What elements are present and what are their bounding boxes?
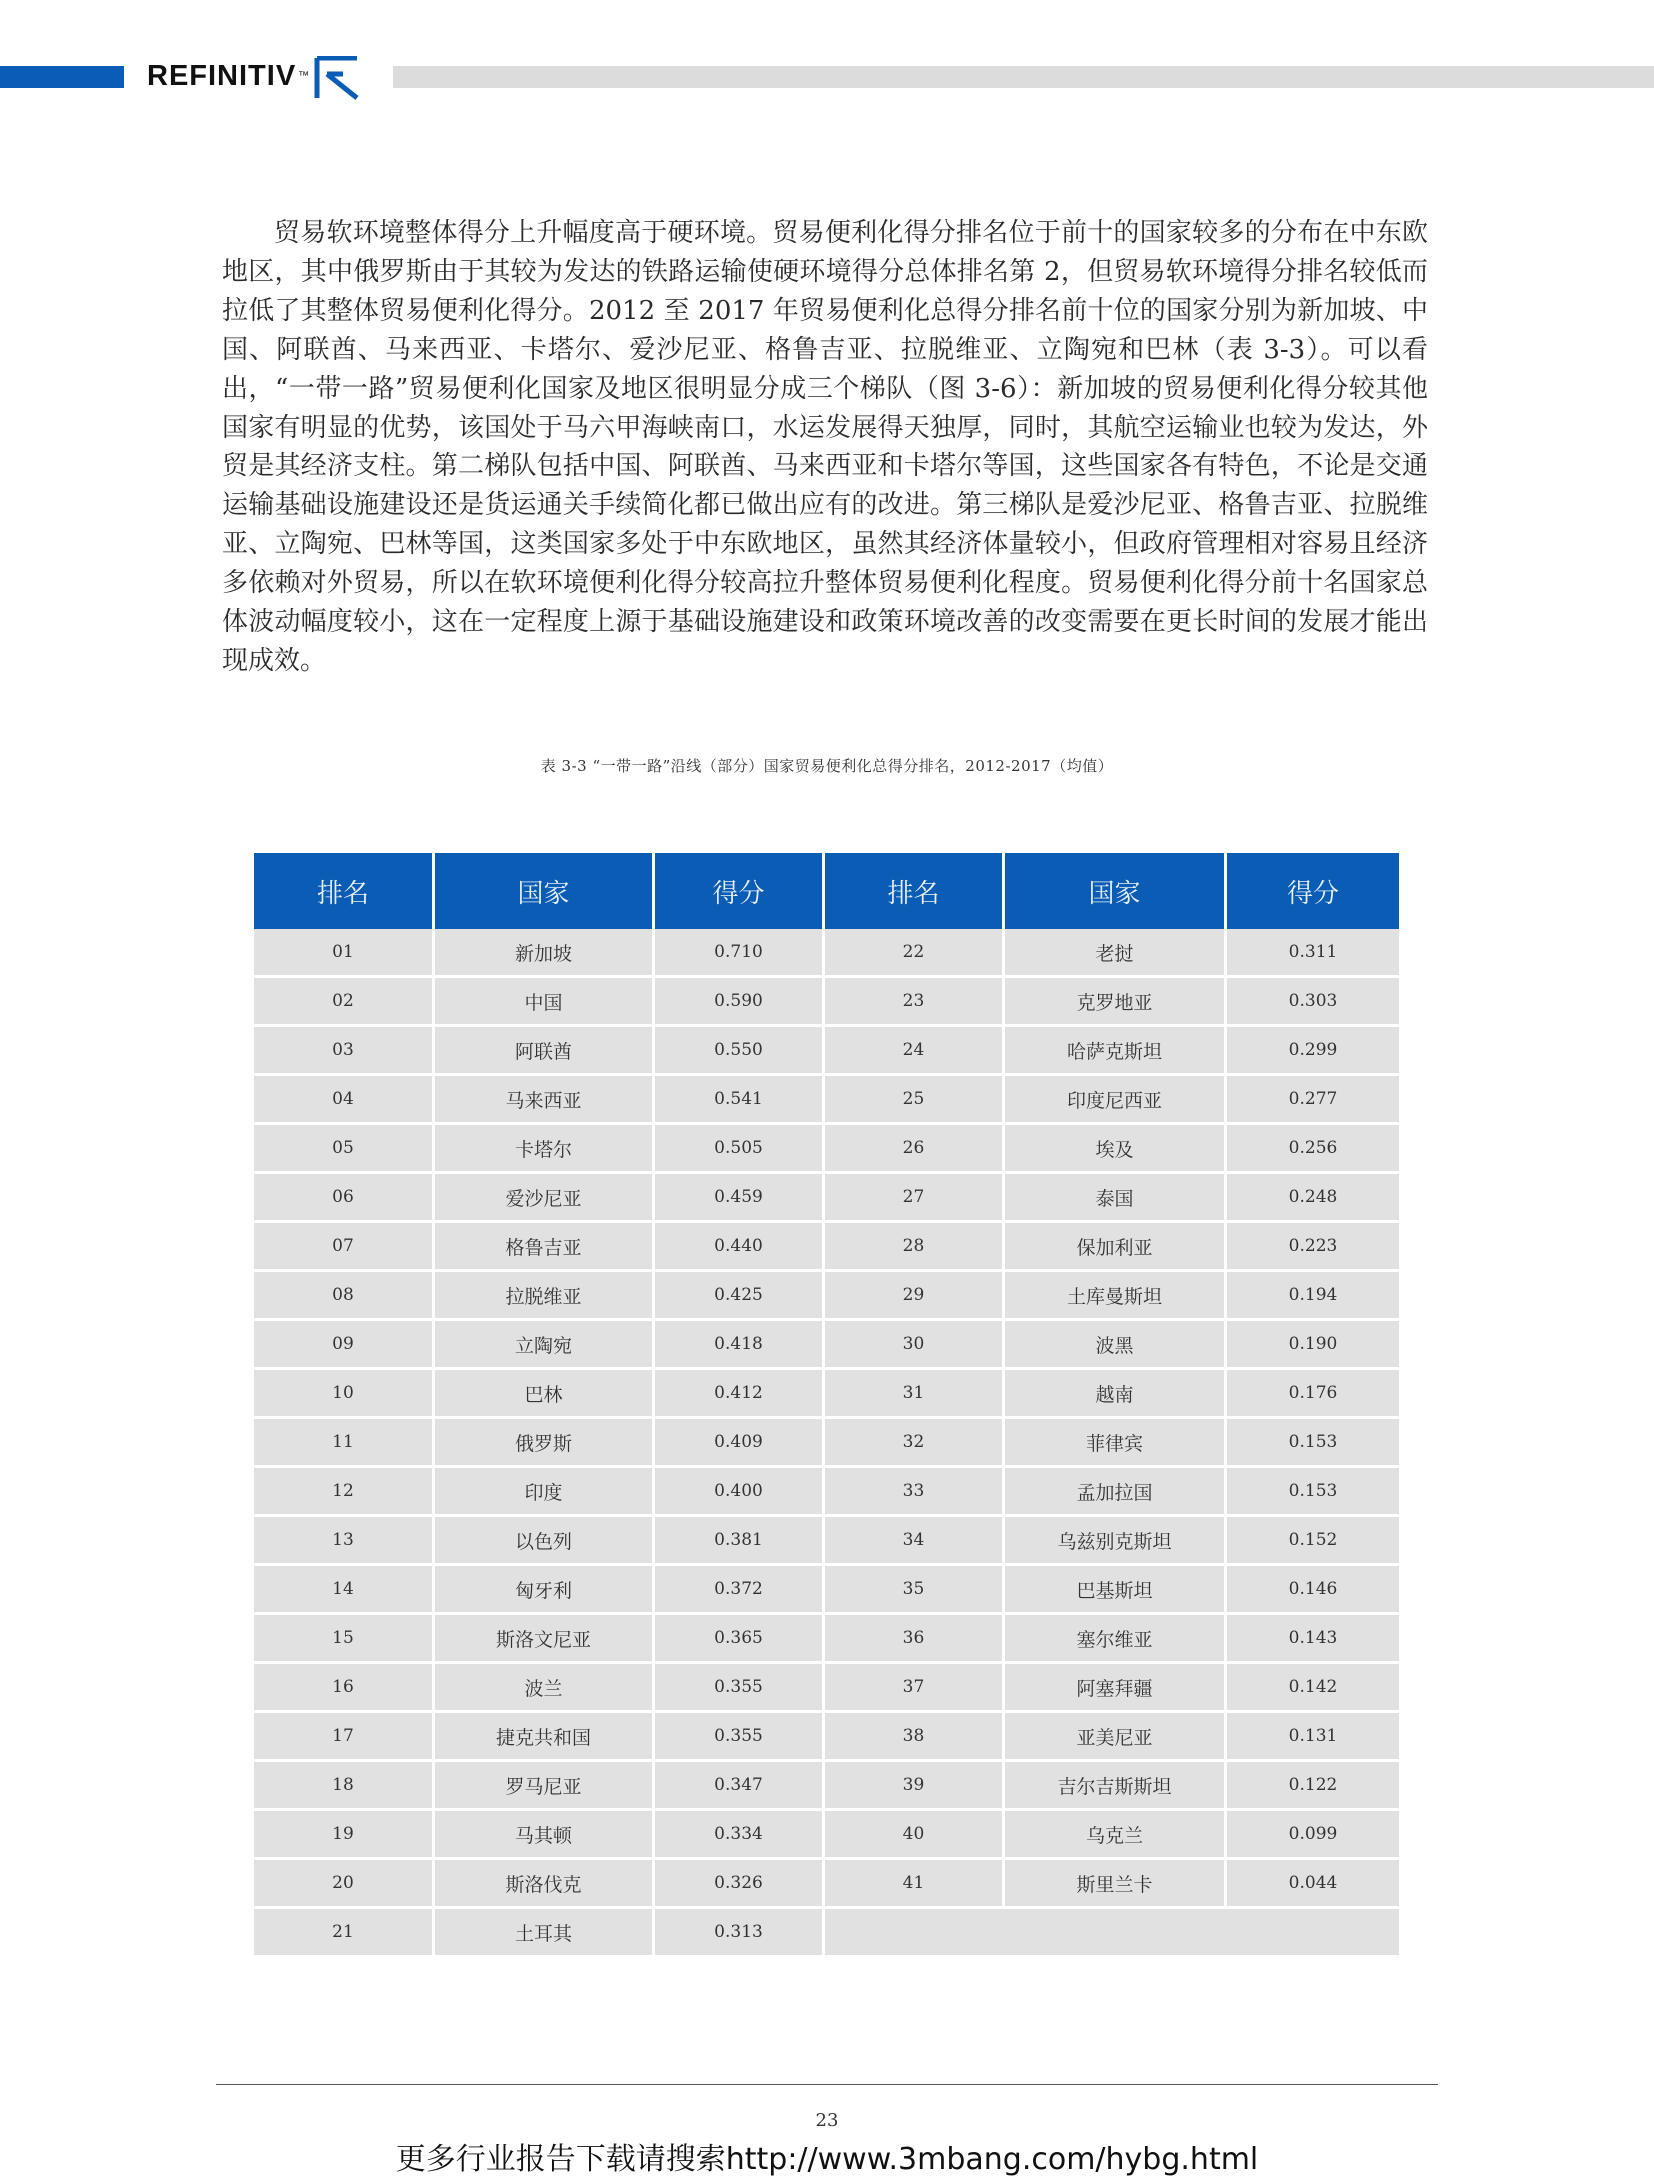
header-score-2: 得分 bbox=[1227, 853, 1399, 929]
score-cell-2: 0.152 bbox=[1227, 1517, 1399, 1566]
score-cell-2: 0.311 bbox=[1227, 929, 1399, 978]
rank-cell-2: 23 bbox=[825, 978, 1005, 1027]
rank-cell: 04 bbox=[254, 1076, 435, 1125]
rank-cell: 08 bbox=[254, 1272, 435, 1321]
country-cell-2: 阿塞拜疆 bbox=[1005, 1664, 1227, 1713]
score-cell-2: 0.131 bbox=[1227, 1713, 1399, 1762]
score-cell-2: 0.303 bbox=[1227, 978, 1399, 1027]
rank-cell: 14 bbox=[254, 1566, 435, 1615]
score-cell: 0.313 bbox=[655, 1909, 825, 1958]
rank-cell-2: 34 bbox=[825, 1517, 1005, 1566]
table-row bbox=[254, 1223, 1399, 1272]
score-cell: 0.365 bbox=[655, 1615, 825, 1664]
table-body bbox=[254, 929, 1399, 1958]
rank-cell: 13 bbox=[254, 1517, 435, 1566]
page-number: 23 bbox=[815, 2110, 839, 2131]
country-cell: 立陶宛 bbox=[435, 1321, 655, 1370]
score-cell: 0.409 bbox=[655, 1419, 825, 1468]
table-row bbox=[254, 1027, 1399, 1076]
brand-name: REFINITIV bbox=[147, 59, 297, 92]
rank-cell-2: 39 bbox=[825, 1762, 1005, 1811]
country-cell: 罗马尼亚 bbox=[435, 1762, 655, 1811]
score-cell: 0.355 bbox=[655, 1713, 825, 1762]
rank-cell: 21 bbox=[254, 1909, 435, 1958]
rank-cell-2: 31 bbox=[825, 1370, 1005, 1419]
score-cell: 0.381 bbox=[655, 1517, 825, 1566]
country-cell-2: 泰国 bbox=[1005, 1174, 1227, 1223]
table-row bbox=[254, 1370, 1399, 1419]
score-cell: 0.400 bbox=[655, 1468, 825, 1517]
country-cell: 爱沙尼亚 bbox=[435, 1174, 655, 1223]
rank-cell: 15 bbox=[254, 1615, 435, 1664]
rank-cell-2: 35 bbox=[825, 1566, 1005, 1615]
country-cell: 匈牙利 bbox=[435, 1566, 655, 1615]
country-cell-2: 克罗地亚 bbox=[1005, 978, 1227, 1027]
table-row bbox=[254, 929, 1399, 978]
score-cell: 0.541 bbox=[655, 1076, 825, 1125]
brand-trademark: ™ bbox=[298, 70, 310, 82]
country-cell-2: 老挝 bbox=[1005, 929, 1227, 978]
country-cell: 斯洛伐克 bbox=[435, 1860, 655, 1909]
country-cell-2: 巴基斯坦 bbox=[1005, 1566, 1227, 1615]
country-cell: 卡塔尔 bbox=[435, 1125, 655, 1174]
score-cell: 0.550 bbox=[655, 1027, 825, 1076]
score-cell-2: 0.153 bbox=[1227, 1419, 1399, 1468]
table-row bbox=[254, 1811, 1399, 1860]
table-row bbox=[254, 1419, 1399, 1468]
promo-text: 更多行业报告下载请搜索http://www.3mbang.com/hybg.html bbox=[395, 2142, 1259, 2177]
table-row bbox=[254, 1517, 1399, 1566]
table-row bbox=[254, 1321, 1399, 1370]
table-row bbox=[254, 1125, 1399, 1174]
score-cell-2: 0.256 bbox=[1227, 1125, 1399, 1174]
score-cell: 0.418 bbox=[655, 1321, 825, 1370]
country-cell-2: 埃及 bbox=[1005, 1125, 1227, 1174]
ranking-table bbox=[254, 853, 1399, 1958]
country-cell: 马来西亚 bbox=[435, 1076, 655, 1125]
country-cell: 巴林 bbox=[435, 1370, 655, 1419]
country-cell: 俄罗斯 bbox=[435, 1419, 655, 1468]
country-cell-2: 乌兹别克斯坦 bbox=[1005, 1517, 1227, 1566]
score-cell-2: 0.099 bbox=[1227, 1811, 1399, 1860]
score-cell: 0.425 bbox=[655, 1272, 825, 1321]
score-cell-2: 0.190 bbox=[1227, 1321, 1399, 1370]
country-cell: 格鲁吉亚 bbox=[435, 1223, 655, 1272]
country-cell: 新加坡 bbox=[435, 929, 655, 978]
score-cell: 0.326 bbox=[655, 1860, 825, 1909]
country-cell: 拉脱维亚 bbox=[435, 1272, 655, 1321]
country-cell: 波兰 bbox=[435, 1664, 655, 1713]
country-cell-2: 孟加拉国 bbox=[1005, 1468, 1227, 1517]
table-row bbox=[254, 1860, 1399, 1909]
footer-divider bbox=[216, 2084, 1438, 2085]
rank-cell-2: 38 bbox=[825, 1713, 1005, 1762]
score-cell: 0.459 bbox=[655, 1174, 825, 1223]
rank-cell-2: 30 bbox=[825, 1321, 1005, 1370]
rank-cell-2: 32 bbox=[825, 1419, 1005, 1468]
header-accent-bar bbox=[0, 66, 124, 88]
score-cell: 0.347 bbox=[655, 1762, 825, 1811]
score-cell: 0.710 bbox=[655, 929, 825, 978]
score-cell-2: 0.223 bbox=[1227, 1223, 1399, 1272]
country-cell-2: 土库曼斯坦 bbox=[1005, 1272, 1227, 1321]
rank-cell: 03 bbox=[254, 1027, 435, 1076]
brand-logo bbox=[147, 56, 309, 96]
rank-cell: 12 bbox=[254, 1468, 435, 1517]
rank-cell-2: 37 bbox=[825, 1664, 1005, 1713]
header-rank-2: 排名 bbox=[825, 853, 1005, 929]
score-cell-2: 0.122 bbox=[1227, 1762, 1399, 1811]
rank-cell-2: 28 bbox=[825, 1223, 1005, 1272]
body-paragraph: 贸易软环境整体得分上升幅度高于硬环境。贸易便利化得分排名位于前十的国家较多的分布在中东欧地区，其中俄罗斯由于其较为发达的铁路运输使硬环境得分总体排名第 2，但贸易软环境得分排名较低而拉低了其整体贸易便利化得分。2012 至 2017 年贸易便利化总得分排名前十位的国家分别为新加坡、中国、阿联酋、马来西亚、卡塔尔、爱沙尼亚、格鲁吉亚、拉脱维亚、立陶宛和巴林（表 3-3）。可以看出，“一带一路”贸易便利化国家及地区很明显分成三个梯队（图 3-6）：新加坡的贸易便利化得分较其他国家有明显的优势，该国处于马六甲海峡南口，水运发展得天独厚，同时，其航空运输业也较为发达，外贸是其经济支柱。第二梯队包括中国、阿联酋、马来西亚和卡塔尔等国，这些国家各有特色，不论是交通运输基础设施建设还是货运通关手续简化都已做出应有的改进。第三梯队是爱沙尼亚、格鲁吉亚、拉脱维亚、立陶宛、巴林等国，这类国家多处于中东欧地区，虽然其经济体量较小，但政府管理相对容易且经济多依赖对外贸易，所以在软环境便利化得分较高拉升整体贸易便利化程度。贸易便利化得分前十名国家总体波动幅度较小，这在一定程度上源于基础设施建设和政策环境改善的改变需要在更长时间的发展才能出现成效。 bbox=[222, 218, 1428, 676]
score-cell: 0.505 bbox=[655, 1125, 825, 1174]
score-cell-2: 0.044 bbox=[1227, 1860, 1399, 1909]
country-cell: 斯洛文尼亚 bbox=[435, 1615, 655, 1664]
table-row bbox=[254, 1174, 1399, 1223]
rank-cell-2: 24 bbox=[825, 1027, 1005, 1076]
table-row bbox=[254, 1615, 1399, 1664]
table-row bbox=[254, 1076, 1399, 1125]
country-cell-2: 菲律宾 bbox=[1005, 1419, 1227, 1468]
table-row bbox=[254, 978, 1399, 1027]
country-cell: 马其顿 bbox=[435, 1811, 655, 1860]
rank-cell: 07 bbox=[254, 1223, 435, 1272]
country-cell: 阿联酋 bbox=[435, 1027, 655, 1076]
header-country-2: 国家 bbox=[1005, 853, 1227, 929]
table-row bbox=[254, 1664, 1399, 1713]
rank-cell: 02 bbox=[254, 978, 435, 1027]
score-cell-2: 0.143 bbox=[1227, 1615, 1399, 1664]
score-cell: 0.590 bbox=[655, 978, 825, 1027]
score-cell-2: 0.248 bbox=[1227, 1174, 1399, 1223]
rank-cell-2: 41 bbox=[825, 1860, 1005, 1909]
table-header-row bbox=[254, 853, 1399, 929]
score-cell: 0.334 bbox=[655, 1811, 825, 1860]
rank-cell: 10 bbox=[254, 1370, 435, 1419]
country-cell-2: 塞尔维亚 bbox=[1005, 1615, 1227, 1664]
header-country: 国家 bbox=[435, 853, 655, 929]
rank-cell: 09 bbox=[254, 1321, 435, 1370]
country-cell-2: 保加利亚 bbox=[1005, 1223, 1227, 1272]
rank-cell-2: 33 bbox=[825, 1468, 1005, 1517]
rank-cell: 17 bbox=[254, 1713, 435, 1762]
header-score: 得分 bbox=[655, 853, 825, 929]
rank-cell-2: 22 bbox=[825, 929, 1005, 978]
score-cell: 0.355 bbox=[655, 1664, 825, 1713]
rank-cell: 01 bbox=[254, 929, 435, 978]
table-row bbox=[254, 1272, 1399, 1321]
table-row bbox=[254, 1762, 1399, 1811]
rank-cell-2: 40 bbox=[825, 1811, 1005, 1860]
country-cell-2: 乌克兰 bbox=[1005, 1811, 1227, 1860]
score-cell: 0.440 bbox=[655, 1223, 825, 1272]
table-row bbox=[254, 1566, 1399, 1615]
score-cell-2: 0.277 bbox=[1227, 1076, 1399, 1125]
score-cell-2: 0.299 bbox=[1227, 1027, 1399, 1076]
table-row bbox=[254, 1713, 1399, 1762]
score-cell-2: 0.146 bbox=[1227, 1566, 1399, 1615]
country-cell: 捷克共和国 bbox=[435, 1713, 655, 1762]
rank-cell: 19 bbox=[254, 1811, 435, 1860]
rank-cell-2: 25 bbox=[825, 1076, 1005, 1125]
country-cell-2: 哈萨克斯坦 bbox=[1005, 1027, 1227, 1076]
header-grey-bar bbox=[393, 66, 1654, 88]
country-cell-2: 波黑 bbox=[1005, 1321, 1227, 1370]
score-cell-2: 0.176 bbox=[1227, 1370, 1399, 1419]
header-rank: 排名 bbox=[254, 853, 435, 929]
country-cell-2: 越南 bbox=[1005, 1370, 1227, 1419]
rank-cell-2: 27 bbox=[825, 1174, 1005, 1223]
rank-cell: 20 bbox=[254, 1860, 435, 1909]
country-cell-2: 亚美尼亚 bbox=[1005, 1713, 1227, 1762]
score-cell-2: 0.142 bbox=[1227, 1664, 1399, 1713]
rank-cell: 16 bbox=[254, 1664, 435, 1713]
country-cell-2: 斯里兰卡 bbox=[1005, 1860, 1227, 1909]
rank-cell: 11 bbox=[254, 1419, 435, 1468]
country-cell: 以色列 bbox=[435, 1517, 655, 1566]
score-cell-2: 0.194 bbox=[1227, 1272, 1399, 1321]
rank-cell-2: 36 bbox=[825, 1615, 1005, 1664]
table-caption: 表 3-3 “一带一路”沿线（部分）国家贸易便利化总得分排名，2012-2017（均值） bbox=[540, 757, 1114, 775]
empty-cell bbox=[825, 1909, 1399, 1958]
score-cell-2: 0.153 bbox=[1227, 1468, 1399, 1517]
rank-cell: 05 bbox=[254, 1125, 435, 1174]
country-cell: 中国 bbox=[435, 978, 655, 1027]
table-row bbox=[254, 1468, 1399, 1517]
refinitiv-mark-icon bbox=[313, 56, 363, 100]
rank-cell: 06 bbox=[254, 1174, 435, 1223]
score-cell: 0.372 bbox=[655, 1566, 825, 1615]
rank-cell-2: 29 bbox=[825, 1272, 1005, 1321]
rank-cell: 18 bbox=[254, 1762, 435, 1811]
rank-cell-2: 26 bbox=[825, 1125, 1005, 1174]
country-cell-2: 吉尔吉斯斯坦 bbox=[1005, 1762, 1227, 1811]
country-cell: 土耳其 bbox=[435, 1909, 655, 1958]
table-row bbox=[254, 1909, 1399, 1958]
country-cell-2: 印度尼西亚 bbox=[1005, 1076, 1227, 1125]
score-cell: 0.412 bbox=[655, 1370, 825, 1419]
country-cell: 印度 bbox=[435, 1468, 655, 1517]
